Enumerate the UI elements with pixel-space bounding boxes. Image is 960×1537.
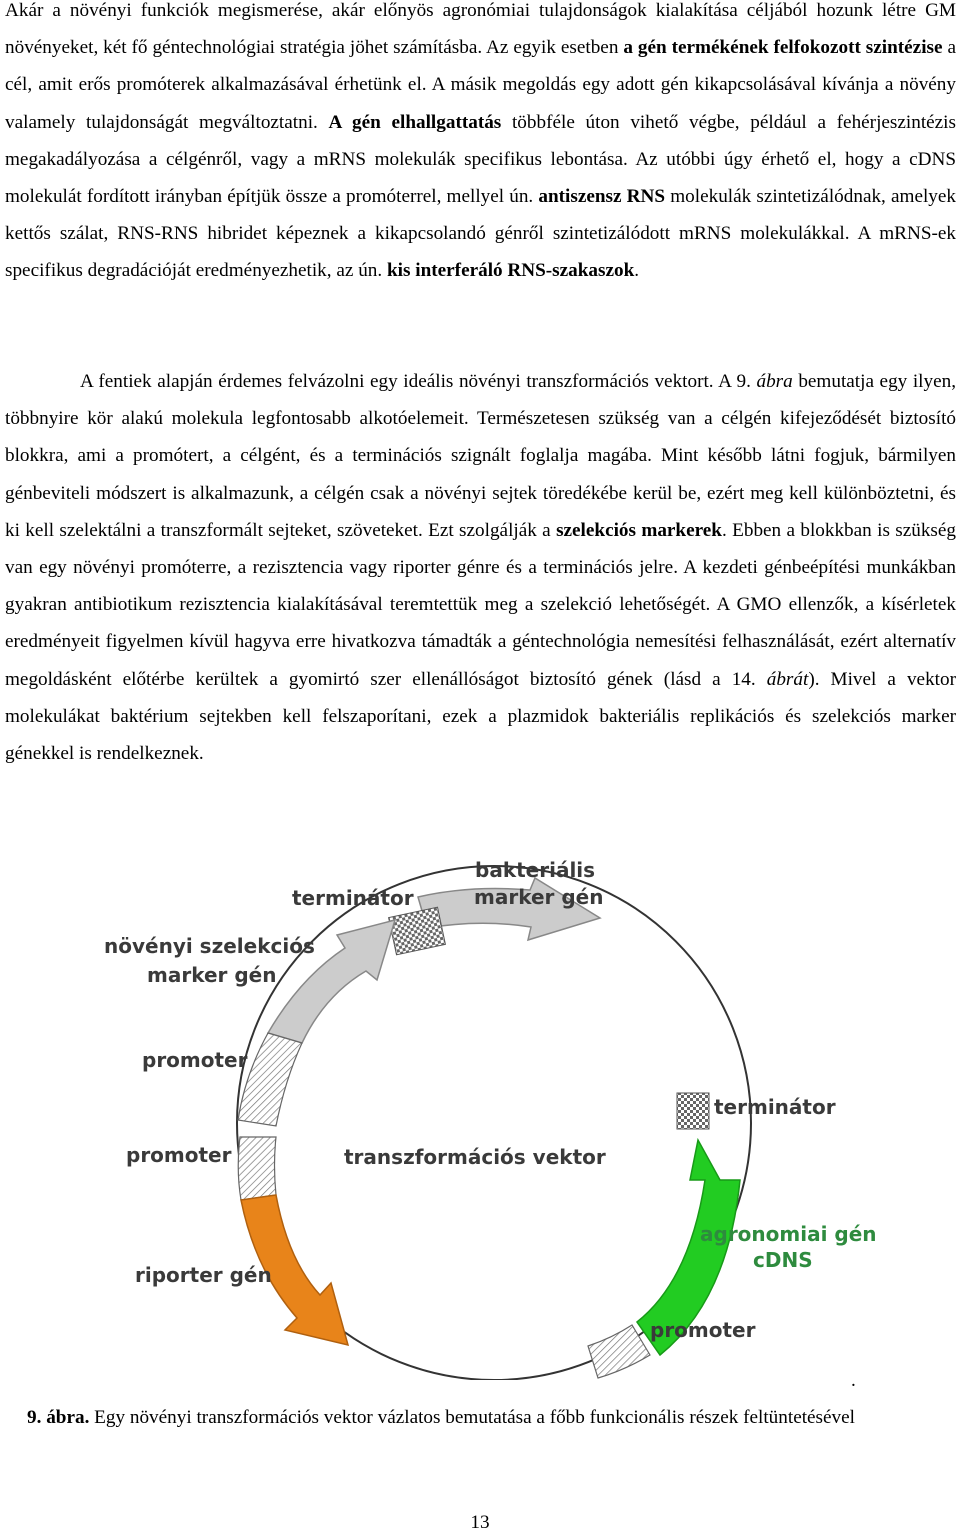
paragraph-2 bbox=[5, 363, 956, 772]
label-terminator-right: terminátor bbox=[714, 1095, 836, 1119]
figure-caption bbox=[27, 1407, 855, 1429]
p1-text-3: többféle úton vihető végbe, például a fehérjeszintézis megakadályozása a célgénről, vagy a mRNS molekulák specifikus lebontása. Az utóbbi úgy érhető el, hogy a cDNS molekulát fordított irányban építjük össze a promóterrel, mellyel ún. bbox=[5, 111, 956, 208]
label-plant-selection-marker: marker gén bbox=[147, 963, 277, 987]
caption-text: Egy növényi transzformációs vektor vázlatos bemutatása a főbb funkcionális részek feltüntetésével bbox=[89, 1407, 855, 1428]
p2-italic-1: ábra bbox=[756, 371, 793, 392]
label-promoter-2: promoter bbox=[126, 1143, 232, 1167]
label-cdns: cDNS bbox=[753, 1248, 813, 1272]
p1-bold-4: kis interferáló RNS-szakaszok bbox=[386, 260, 635, 282]
p2-text-4: ). Mivel a vektor molekulákat baktérium sejtekben kell felszaporítani, ezek a plazmidok bakteriális replikációs és szelekciós marker génekkel is rendelkeznek. bbox=[5, 668, 956, 765]
p2-text-3: . Ebben a blokkban is szükség van egy növényi promóterre, a rezisztencia vagy riporter génre és a terminációs jelre. A kezdeti génbeépítési munkákban gyakran antibiotikum rezisztencia kialakításával teremtettük meg a szelekció lehetőségét. A GMO ellenzők, a kísérletek eredményeit figyelmen kívül hagyva erre hivatkozva támadták a géntechnológia nemesítési felhasználását, ezért alternatív megoldásként előtérbe kerültek a gyomirtó szer ellenállóságot biztosító gének (lásd a 14. bbox=[5, 519, 956, 690]
vector-diagram bbox=[0, 850, 960, 1380]
promoter-2-block bbox=[238, 1137, 276, 1200]
p1-text-2: a cél, amit erős promóterek alkalmazásával érhetünk el. A másik megoldás egy adott gén kikapcsolásával kívánja a növény valamely tulajdonságát megváltoztatni. bbox=[5, 37, 956, 133]
label-terminator-top: terminátor bbox=[292, 886, 414, 910]
label-agronomic-gene: agronomiai gén bbox=[700, 1222, 877, 1246]
p2-italic-2: ábrát bbox=[766, 668, 809, 690]
p1-bold-3: antiszensz RNS bbox=[538, 186, 666, 208]
caption-label: 9. ábra. bbox=[27, 1407, 90, 1428]
p1-text-4: molekulák szintetizálódnak, amelyek kettős szálat, RNS-RNS hibridet képeznek a kikapcsolandó génről szintetizálódott mRNS molekulákkal. A mRNS-ek specifikus degradációját eredményezhetik, az ún. bbox=[5, 186, 956, 282]
label-plant-selection: növényi szelekciós bbox=[104, 934, 315, 958]
label-promoter-1: promoter bbox=[142, 1048, 248, 1072]
paragraph-1 bbox=[5, 0, 956, 290]
label-center: transzformációs vektor bbox=[344, 1145, 606, 1169]
p1-text-5: . bbox=[634, 260, 640, 282]
p1-bold-2: A gén elhallgattatás bbox=[328, 111, 502, 133]
label-reporter-gene: riporter gén bbox=[135, 1263, 272, 1287]
p1-text-1: Akár a növényi funkciók megismerése, akár előnyös agronómiai tulajdonságok kialakítása céljából hozunk létre GM növényeket, két fő géntechnológiai stratégia jöhet számításba. Az egyik esetben bbox=[5, 0, 956, 59]
label-bacterial: bakteriális bbox=[475, 858, 596, 882]
page-number: 13 bbox=[470, 1512, 490, 1533]
terminator-top-block bbox=[389, 907, 446, 955]
p1-bold-1: a gén termékének felfokozott szintézise bbox=[623, 37, 943, 59]
terminator-right-block bbox=[677, 1093, 709, 1129]
p2-text-2: bemutatja egy ilyen, többnyire kör alakú molekula legfontosabb alkotóelemeit. Természetesen szükség van a célgén kifejeződését biztosító blokkra, ami a promótert, a célgént, és a terminációs szignált foglalja magába. Mint később látni fogjuk, bármilyen génbeviteli módszert is alkalmazunk, a célgén csak a növényi sejtek töredékébe kerül be, ezért meg kell különböztetni, és ki kell szelektálni a transzformált sejteket, szöveteket. Ezt szolgálják a bbox=[5, 371, 956, 541]
p2-bold-1: szelekciós markerek bbox=[556, 519, 722, 541]
label-promoter-bottom: promoter bbox=[650, 1318, 756, 1342]
label-bacterial-marker: marker gén bbox=[474, 885, 604, 909]
stray-dot: . bbox=[851, 1370, 856, 1391]
p2-text-1: A fentiek alapján érdemes felvázolni egy ideális növényi transzformációs vektort. A 9. bbox=[80, 371, 757, 392]
